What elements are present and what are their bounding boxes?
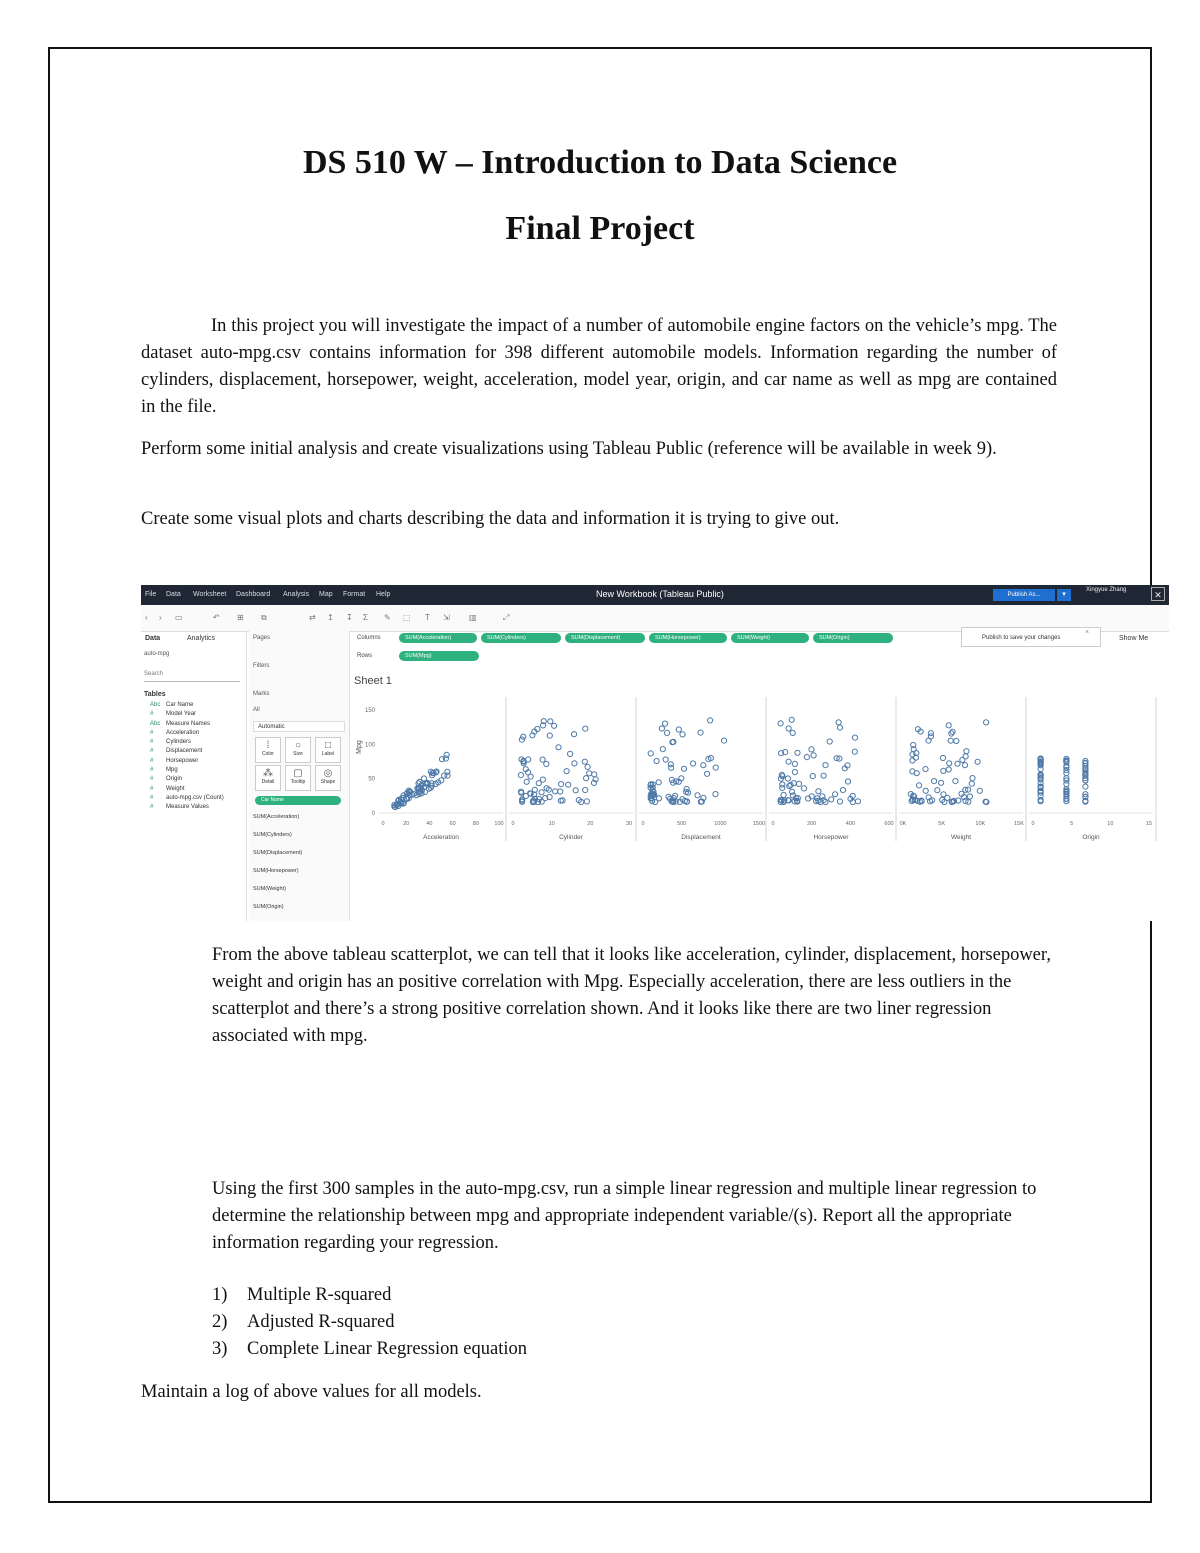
tooltip-close-icon[interactable]: × — [1085, 629, 1090, 636]
measure-icon: # — [150, 794, 154, 801]
x-tick-label: 10 — [1107, 821, 1114, 827]
field-search-input[interactable]: Search — [144, 671, 240, 682]
x-axis-title: Cylinder — [559, 834, 583, 841]
x-tick-label: 10K — [975, 821, 986, 827]
string-icon: Abc — [150, 720, 161, 727]
data-point — [701, 763, 706, 768]
x-axis-title: Weight — [950, 834, 972, 841]
data-point — [786, 726, 791, 731]
sort-asc-icon[interactable]: ↥ — [327, 613, 334, 622]
document-subtitle: Final Project — [505, 210, 695, 247]
tab-analytics[interactable]: Analytics — [187, 635, 216, 642]
data-point — [809, 747, 814, 752]
data-point — [928, 731, 933, 736]
x-tick-label: 100 — [494, 821, 504, 827]
forward-icon[interactable]: › — [159, 613, 162, 622]
data-point — [781, 792, 786, 797]
chart-panel — [379, 697, 506, 841]
data-point — [662, 721, 667, 726]
data-point — [1083, 784, 1088, 789]
data-point — [705, 771, 710, 776]
data-point — [964, 749, 969, 754]
y-tick-label: 100 — [364, 742, 375, 749]
data-point — [659, 726, 664, 731]
menu-data[interactable]: Data — [166, 591, 181, 598]
data-point — [708, 718, 713, 723]
data-point — [587, 771, 592, 776]
y-axis — [365, 708, 376, 817]
data-point — [681, 766, 686, 771]
column-pill[interactable]: SUM(Origin) — [813, 633, 893, 643]
list-item: 3) Complete Linear Regression equation — [212, 1339, 527, 1359]
mark-field-pill[interactable]: Car Name — [255, 796, 341, 805]
datasource-name[interactable]: auto-mpg — [144, 651, 170, 657]
field-item[interactable]: # Horsepower — [150, 757, 199, 764]
data-point — [592, 772, 597, 777]
detail-icon: ⁂ — [263, 768, 273, 779]
y-axis-title: Mpg — [356, 740, 363, 754]
tableau-menubar — [141, 585, 1169, 605]
data-pane — [141, 631, 247, 921]
data-point — [568, 751, 573, 756]
column-pill[interactable]: SUM(Horsepower) — [649, 633, 727, 643]
data-point — [823, 763, 828, 768]
analysis-paragraph: From the above tableau scatterplot, we can tell that it looks like acceleration, cylinder, displacement, horsepower, weight and origin has an positive correlation with Mpg. Especially acceleration, there are less outliers in the scatterplot and there’s a strong positive correlation shown. And it looks like there are two liner regression associated with mpg. — [212, 945, 1051, 1046]
field-item[interactable]: # Displacement — [150, 748, 203, 755]
x-tick-label: 500 — [677, 821, 687, 827]
task-paragraph-2: Create some visual plots and charts describing the data and information it is trying to give out. — [141, 509, 840, 529]
data-point — [852, 735, 857, 740]
data-point — [855, 799, 860, 804]
measure-icon: # — [150, 776, 154, 783]
publish-tooltip: Publish to save your changes — [961, 627, 1101, 647]
field-list — [144, 691, 224, 814]
data-point — [792, 770, 797, 775]
tables-header: Tables — [144, 691, 166, 698]
data-point — [584, 776, 589, 781]
x-tick-label: 0 — [381, 821, 385, 827]
data-point — [836, 720, 841, 725]
group-icon[interactable]: ⬚ — [403, 613, 411, 622]
rows-shelf-label: Rows — [357, 653, 373, 659]
data-point — [528, 774, 533, 779]
data-point — [948, 738, 953, 743]
data-point — [656, 780, 661, 785]
data-point — [932, 779, 937, 784]
data-point — [953, 779, 958, 784]
sheet-title: Sheet 1 — [354, 675, 392, 687]
field-item[interactable]: # Cylinders — [150, 739, 192, 746]
publish-button[interactable]: Publish As... — [993, 589, 1055, 601]
data-point — [780, 782, 785, 787]
x-tick-label: 1000 — [714, 821, 727, 827]
field-item[interactable]: # Weight — [150, 785, 185, 792]
window-title: New Workbook (Tableau Public) — [596, 589, 724, 599]
measure-icon: # — [150, 767, 154, 774]
data-point — [946, 767, 951, 772]
data-point — [967, 794, 972, 799]
data-point — [582, 759, 587, 764]
menu-dashboard[interactable]: Dashboard — [236, 591, 271, 598]
data-point — [945, 795, 950, 800]
x-tick-label: 0 — [511, 821, 515, 827]
x-tick-label: 200 — [807, 821, 817, 827]
data-point — [939, 780, 944, 785]
size-icon: ○ — [294, 740, 302, 751]
measure-icon: # — [150, 804, 154, 811]
x-tick-label: 40 — [426, 821, 433, 827]
row-pill[interactable]: SUM(Mpg) — [399, 651, 479, 661]
color-button[interactable]: ⁞ Color — [255, 737, 281, 763]
sort-desc-icon[interactable]: ↧ — [346, 613, 353, 622]
measure-row[interactable]: SUM(Horsepower) — [253, 868, 299, 874]
data-point — [984, 720, 989, 725]
tab-data[interactable]: Data — [145, 635, 161, 642]
data-point — [916, 783, 921, 788]
data-point — [663, 757, 668, 762]
data-point — [654, 758, 659, 763]
measure-row[interactable]: SUM(Weight) — [253, 886, 286, 892]
close-icon[interactable]: ✕ — [1151, 587, 1165, 601]
x-tick-label: 0 — [1031, 821, 1035, 827]
chart-panels — [379, 697, 1156, 841]
x-tick-label: 5K — [938, 821, 946, 827]
x-tick-label: 20 — [403, 821, 410, 827]
pages-card[interactable]: Pages — [253, 635, 271, 641]
x-axis-title: Displacement — [681, 834, 721, 841]
data-point — [954, 738, 959, 743]
measure-row[interactable]: SUM(Cylinders) — [253, 832, 292, 838]
data-point — [695, 793, 700, 798]
marks-card-header: Marks — [253, 691, 270, 697]
save-icon[interactable]: ▭ — [175, 613, 183, 622]
measure-icon: # — [150, 739, 154, 746]
mark-type-select[interactable]: Automatic — [253, 721, 345, 732]
x-tick-label: 15K — [1014, 821, 1024, 827]
data-point — [792, 761, 797, 766]
data-point — [790, 730, 795, 735]
data-point — [852, 749, 857, 754]
data-point — [518, 773, 523, 778]
x-axis-title: Acceleration — [423, 834, 459, 841]
data-point — [660, 747, 665, 752]
data-point — [827, 739, 832, 744]
column-pill[interactable]: SUM(Acceleration) — [399, 633, 477, 643]
measure-row[interactable]: SUM(Acceleration) — [253, 814, 300, 820]
data-point — [821, 773, 826, 778]
data-point — [940, 755, 945, 760]
column-pill[interactable]: SUM(Displacement) — [565, 633, 645, 643]
y-tick-label: 50 — [368, 776, 375, 783]
tooltip-button[interactable]: ▢ Tooltip — [285, 765, 311, 791]
x-tick-label: 30 — [625, 821, 633, 827]
data-point — [955, 761, 960, 766]
x-tick-label: 5 — [1070, 821, 1074, 827]
menu-worksheet[interactable]: Worksheet — [193, 591, 227, 598]
data-point — [552, 723, 557, 728]
label-icon: □ — [324, 740, 332, 751]
measure-row[interactable]: SUM(Origin) — [253, 904, 284, 910]
show-me-button[interactable]: Show Me — [1119, 635, 1149, 642]
data-point — [816, 789, 821, 794]
totals-icon[interactable]: Σ — [363, 613, 368, 622]
data-point — [665, 730, 670, 735]
field-item[interactable]: # Acceleration — [150, 729, 200, 736]
data-point — [564, 769, 569, 774]
field-item[interactable]: Abc Measure Names — [150, 720, 211, 727]
columns-shelf-label: Columns — [357, 635, 381, 641]
x-axis-title: Horsepower — [813, 834, 849, 841]
detail-button[interactable]: ⁂ Detail — [255, 765, 281, 791]
data-point — [923, 788, 928, 793]
x-tick-label: 1500 — [752, 821, 766, 827]
shape-icon: ◎ — [323, 768, 333, 779]
data-point — [789, 717, 794, 722]
data-point — [668, 762, 673, 767]
tableau-screenshot — [141, 585, 1169, 921]
chart-panel — [509, 697, 636, 841]
data-point — [556, 745, 561, 750]
shape-button[interactable]: ◎ Shape — [315, 765, 341, 791]
scatter-chart — [349, 685, 1169, 857]
data-point — [572, 761, 577, 766]
chart-panel — [639, 697, 766, 841]
data-point — [969, 781, 974, 786]
data-point — [583, 726, 588, 731]
data-point — [923, 767, 928, 772]
new-sheet-icon[interactable]: ⊞ — [237, 613, 244, 622]
data-point — [583, 787, 588, 792]
column-pill[interactable]: SUM(Cylinders) — [481, 633, 561, 643]
data-point — [648, 751, 653, 756]
data-point — [584, 799, 589, 804]
data-point — [691, 761, 696, 766]
field-item[interactable]: Abc Car Name — [150, 702, 194, 708]
chart-panel — [1029, 697, 1156, 841]
data-point — [544, 761, 549, 766]
chart-panel — [769, 697, 896, 841]
menu-format[interactable]: Format — [343, 591, 366, 598]
regression-task-paragraph: Using the first 300 samples in the auto-mpg.csv, run a simple linear regression and multiple linear regression to determine the relationship between mpg and appropriate independent variable/(s). Report all the appropriate information regarding your regression. — [212, 1179, 1037, 1253]
data-point — [421, 776, 426, 781]
label-button[interactable]: □ Label — [315, 737, 341, 763]
dimension-icon: # — [150, 711, 154, 718]
field-item[interactable]: # Model Year — [150, 711, 197, 718]
y-tick-label: 0 — [371, 811, 375, 817]
x-tick-label: 0 — [641, 821, 645, 827]
data-point — [680, 732, 685, 737]
data-point — [547, 733, 552, 738]
filters-card[interactable]: Filters — [253, 663, 270, 669]
chart-panel — [899, 697, 1026, 841]
data-point — [796, 781, 801, 786]
data-point — [566, 782, 571, 787]
data-point — [539, 790, 544, 795]
requirements-list — [212, 1282, 527, 1363]
task-paragraph-1: Perform some initial analysis and create visualizations using Tableau Public (reference will be available in week 9). — [141, 439, 997, 459]
fit-icon[interactable]: ⇲ — [443, 613, 450, 622]
data-point — [837, 799, 842, 804]
x-tick-label: 0 — [771, 821, 775, 827]
data-point — [713, 792, 718, 797]
cards-pane — [249, 631, 350, 921]
column-pill[interactable]: SUM(Weight) — [731, 633, 809, 643]
data-point — [540, 757, 545, 762]
data-point — [947, 761, 952, 766]
data-point — [785, 776, 790, 781]
field-item[interactable]: # Mpg — [150, 767, 178, 774]
data-point — [833, 792, 838, 797]
data-point — [840, 788, 845, 793]
size-button[interactable]: ○ Size — [285, 737, 311, 763]
data-point — [524, 779, 529, 784]
data-point — [975, 759, 980, 764]
data-point — [548, 719, 553, 724]
data-point — [837, 725, 842, 730]
x-tick-label: 0K — [899, 821, 907, 827]
data-point — [442, 773, 447, 778]
data-point — [977, 788, 982, 793]
data-point — [698, 730, 703, 735]
data-point — [713, 765, 718, 770]
back-icon[interactable]: ‹ — [145, 613, 148, 622]
data-point — [811, 753, 816, 758]
x-tick-label: 80 — [472, 821, 479, 827]
data-point — [804, 755, 809, 760]
field-item[interactable]: # Origin — [150, 776, 183, 783]
measure-icon: # — [150, 729, 154, 736]
x-tick-label: 60 — [449, 821, 456, 827]
data-point — [810, 774, 815, 779]
data-point — [935, 788, 940, 793]
x-axis-title: Origin — [1082, 834, 1100, 841]
data-point — [558, 789, 563, 794]
marks-all-label: All — [253, 707, 260, 713]
string-icon: Abc — [150, 702, 161, 708]
field-item[interactable]: # Measure Values — [150, 804, 209, 811]
menu-help[interactable]: Help — [376, 591, 391, 598]
presentation-icon[interactable]: ⤢ — [503, 613, 510, 622]
data-point — [559, 782, 564, 787]
data-point — [778, 721, 783, 726]
measure-icon: # — [150, 757, 154, 764]
data-point — [585, 764, 590, 769]
intro-paragraph: In this project you will investigate the impact of a number of automobile engine factors on the vehicle’s mpg. The dataset auto-mpg.csv contains information for 398 different automobile models. Information regarding the number of cylinders, displacement, horsepower, weight, acceleration, model year, origin, and car name as well as mpg are contained in the file. — [141, 316, 1057, 417]
menu-map[interactable]: Map — [319, 591, 333, 598]
data-point — [960, 757, 965, 762]
measure-icon: # — [150, 785, 154, 792]
menu-analysis[interactable]: Analysis — [283, 591, 310, 598]
label-icon[interactable]: T — [425, 613, 430, 622]
data-point — [801, 786, 806, 791]
data-point — [572, 732, 577, 737]
highlight-icon[interactable]: ✎ — [384, 613, 391, 622]
data-point — [573, 788, 578, 793]
duplicate-icon[interactable]: ⧉ — [261, 613, 267, 622]
x-tick-label: 15 — [1145, 821, 1153, 827]
measure-icon: # — [150, 748, 154, 755]
data-point — [553, 789, 558, 794]
undo-icon[interactable]: ↶ — [213, 613, 220, 622]
x-tick-label: 600 — [884, 821, 894, 827]
x-tick-label: 20 — [587, 821, 594, 827]
data-point — [970, 776, 975, 781]
data-point — [962, 763, 967, 768]
closing-paragraph: Maintain a log of above values for all models. — [141, 1382, 482, 1402]
list-item: 1) Multiple R-squared — [212, 1285, 392, 1305]
tooltip-icon: ▢ — [293, 768, 303, 779]
user-name[interactable]: Xingyue Zhang — [1086, 587, 1127, 593]
color-icon: ⁞ — [266, 740, 270, 751]
data-point — [829, 797, 834, 802]
chart-icon[interactable]: ▥ — [469, 613, 477, 622]
field-item[interactable]: # auto-mpg.csv (Count) — [150, 794, 224, 801]
data-point — [845, 779, 850, 784]
x-tick-label: 400 — [845, 821, 855, 827]
swap-icon[interactable]: ⇄ — [309, 613, 316, 622]
data-point — [795, 750, 800, 755]
list-item: 2) Adjusted R-squared — [212, 1312, 395, 1332]
data-point — [941, 768, 946, 773]
x-tick-label: 10 — [548, 821, 555, 827]
data-point — [540, 777, 545, 782]
document-title: DS 510 W – Introduction to Data Science — [302, 144, 898, 181]
data-point — [790, 789, 795, 794]
data-point — [786, 759, 791, 764]
data-point — [946, 723, 951, 728]
data-point — [676, 727, 681, 732]
measure-row[interactable]: SUM(Displacement) — [253, 850, 303, 856]
y-tick-label: 150 — [364, 707, 375, 714]
publish-dropdown-icon[interactable]: ▾ — [1057, 589, 1071, 601]
data-point — [722, 738, 727, 743]
data-point — [910, 758, 915, 763]
menu-file[interactable]: File — [145, 591, 157, 598]
